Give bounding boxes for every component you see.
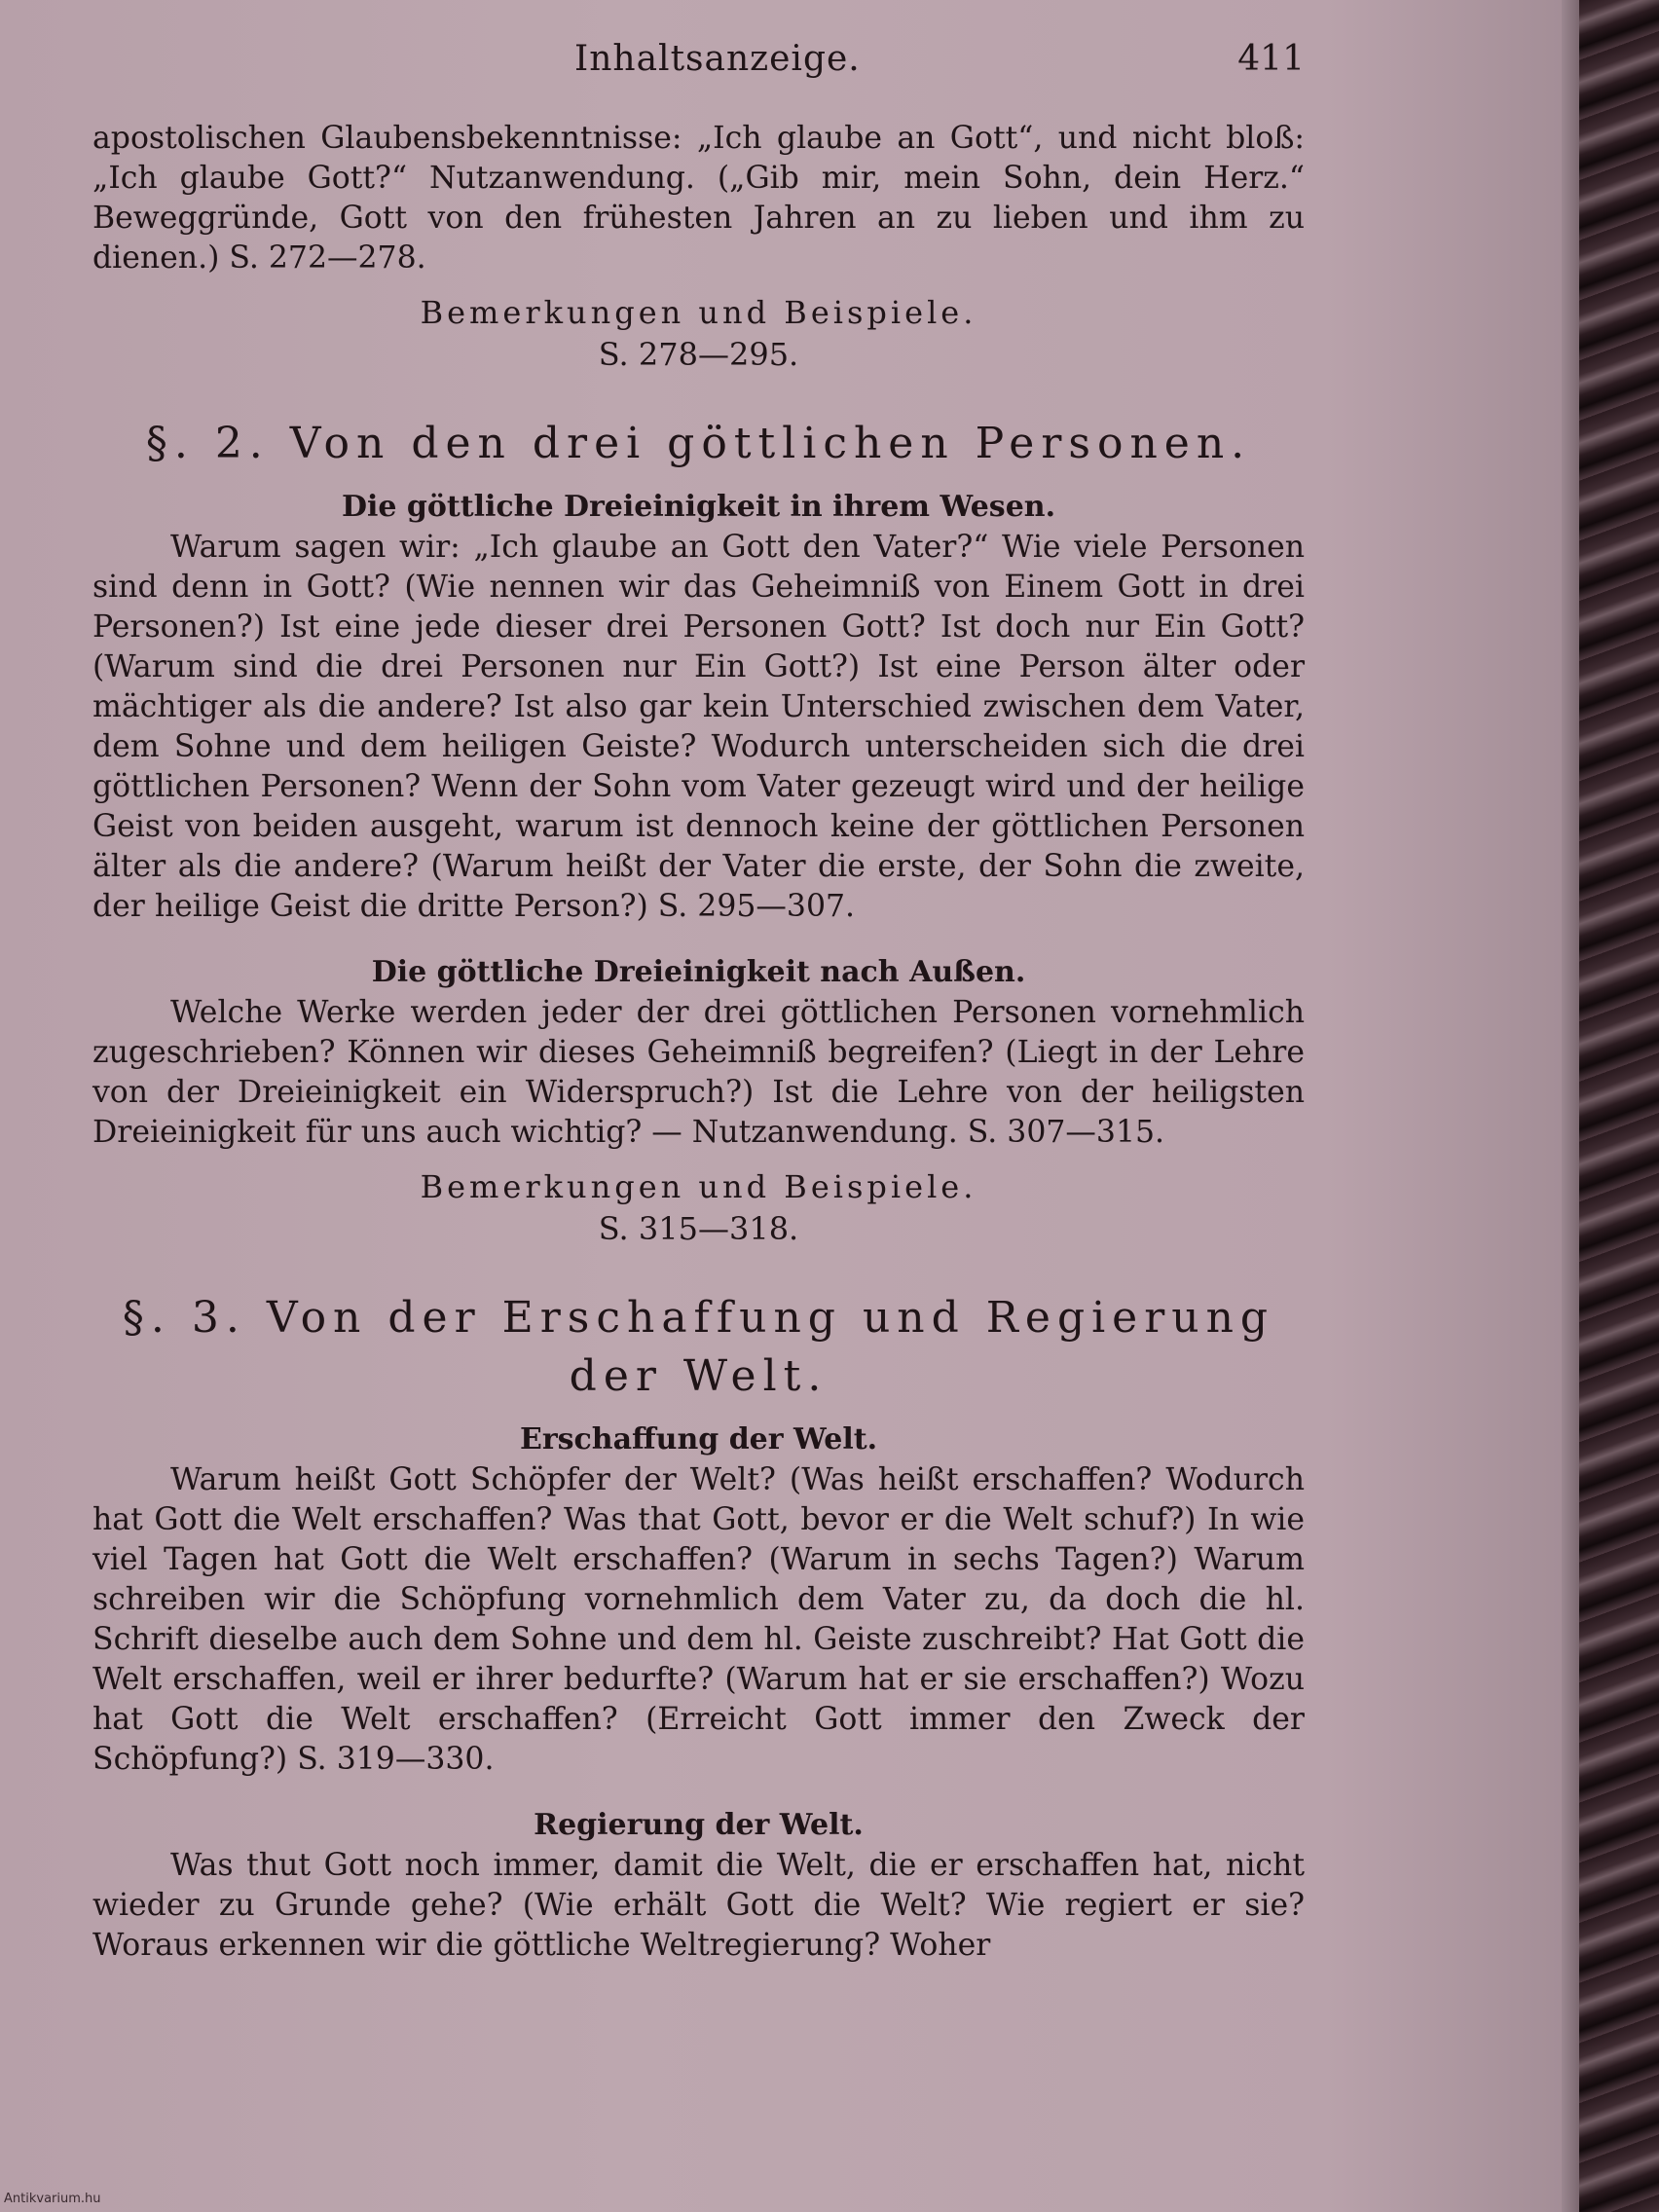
remarks-2-title: Bemerkungen und Beispiele. — [420, 1168, 977, 1205]
section-3-sub-1-text: Warum heißt Gott Schöpfer der Welt? (Was heißt erschaffen? Wodurch hat Gott die Welt erschaffen? Was that Gott, bevor er die Welt schuf?) In wie viel Tagen hat Gott die Welt erschaffen? (Warum in sechs Tagen?) Warum schreiben wir die Schöpfung vornehmlich dem Vater zu, da doch die hl. Schrift dieselbe auch dem Sohne und dem hl. Geiste zuschreibt? Hat Gott die Welt erschaffen, weil er ihrer bedurfte? (Warum hat er sie erschaffen?) Wozu hat Gott die Welt erschaffen? (Erreicht Gott immer den Zweck der Schöpfung?) S. 319—330. — [92, 1462, 1305, 1777]
remarks-1-pages: S. 278—295. — [598, 336, 799, 373]
marbled-binding — [1579, 0, 1659, 2212]
watermark: Antikvarium.hu — [4, 2192, 101, 2206]
section-2-sub-2-text: Welche Werke werden jeder der drei göttlichen Personen vornehmlich zugeschrieben? Können wir dieses Geheimniß begreifen? (Liegt in der Lehre von der Dreieinigkeit ein Widerspruch?) Ist die Lehre von der heiligsten Dreieinigkeit für uns auch wichtig? — Nutzanwendung. S. 307—315. — [92, 995, 1305, 1150]
section-2-heading: §. 2. Von den drei göttlichen Personen. — [145, 419, 1252, 468]
section-3-heading-line-1: §. 3. Von der Erschaffung und Regierung — [122, 1293, 1275, 1343]
section-2-sub-2-title: Die göttliche Dreieinigkeit nach Außen. — [371, 955, 1026, 989]
intro-paragraph: apostolischen Glaubensbekenntnisse: „Ich glaube an Gott“, und nicht bloß: „Ich glaube Gott?“ Nutzanwendung. („Gib mir, mein Sohn, dein Herz.“ Beweggründe, Gott von den frühesten Jahren an zu lieben und ihm zu dienen.) S. 272—278. — [92, 121, 1305, 276]
running-header — [92, 39, 1305, 88]
section-2-sub-1-text: Warum sagen wir: „Ich glaube an Gott den Vater?“ Wie viele Personen sind denn in Gott? (Wie nennen wir das Geheimniß von Einem Gott in drei Personen?) Ist eine jede dieser drei Personen Gott? Ist doch nur Ein Gott? (Warum sind die drei Personen nur Ein Gott?) Ist eine Person älter oder mächtiger als die andere? Ist also gar kein Unterschied zwischen dem Vater, dem Sohne und dem heiligen Geiste? Wodurch unterscheiden sich die drei göttlichen Personen? Wenn der Sohn vom Vater gezeugt wird und der heilige Geist von beiden ausgeht, warum ist dennoch keine der göttlichen Personen älter als die andere? (Warum heißt der Vater die erste, der Sohn die zweite, der heilige Geist die dritte Person?) S. 295—307. — [92, 530, 1305, 924]
section-3-sub-2-title: Regierung der Welt. — [534, 1808, 864, 1842]
text-flow — [92, 119, 1305, 1966]
remarks-1-title: Bemerkungen und Beispiele. — [420, 294, 977, 331]
section-3-sub-2-text: Was thut Gott noch immer, damit die Welt, die er erschaffen hat, nicht wieder zu Grunde gehe? (Wie erhält Gott die Welt? Wie regiert er sie? Woraus erkennen wir die göttliche Weltregierung? Woher — [92, 1848, 1305, 1963]
remarks-2-pages: S. 315—318. — [598, 1210, 799, 1247]
section-2-sub-1-title: Die göttliche Dreieinigkeit in ihrem Wesen. — [341, 490, 1056, 524]
section-3-heading-line-2: der Welt. — [569, 1351, 829, 1401]
page-gutter — [1562, 0, 1579, 2212]
page-number: 411 — [1237, 39, 1305, 79]
header-title: Inhaltsanzeige. — [574, 39, 861, 79]
section-3-sub-1-title: Erschaffung der Welt. — [519, 1422, 878, 1456]
